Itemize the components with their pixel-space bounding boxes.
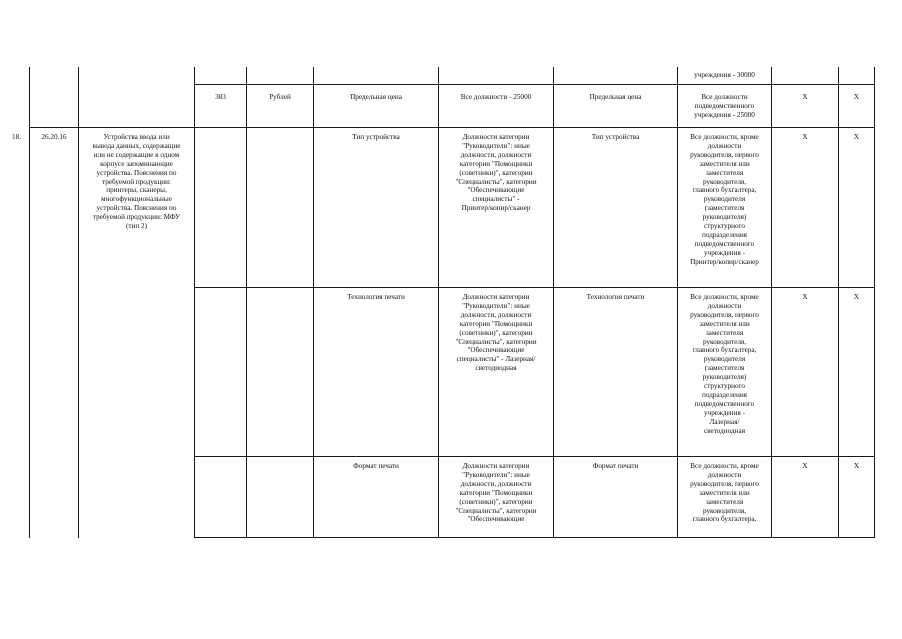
- table-cell-characteristic: Технология печати: [586, 293, 645, 301]
- table-rule: [194, 67, 195, 538]
- table-rule: [194, 287, 874, 288]
- table-cell-unit: Рублей: [269, 93, 291, 101]
- table-rule: [194, 537, 874, 538]
- table-rule: [29, 127, 874, 128]
- table-cell-mark: X: [853, 133, 860, 141]
- table-cell-okpd-code: 26.20.16: [41, 133, 67, 141]
- table-cell-characteristic: Предельная цена: [350, 93, 402, 101]
- table-rule: [246, 67, 247, 538]
- table-cell-mark: X: [802, 133, 808, 141]
- table-cell-value: Все должности, кроме должности руководителя, первого заместителя или заместителя руководителя, главного бухгалтера, руководителя (заместителя руководителя) структурного подразделения подведомственного учреждения - Принтер/копир/сканер: [690, 133, 759, 266]
- table-cell-value2: учреждения - 30000: [694, 71, 755, 79]
- table-cell-characteristic: Формат печати: [353, 462, 399, 470]
- table-cell-characteristic: Технология печати: [347, 293, 405, 301]
- table-cell-mark: X: [853, 93, 860, 101]
- table-cell-mark: X: [802, 293, 808, 301]
- table-rule: [194, 456, 874, 457]
- table-cell-value: Должности категории "Руководители": иные должности, должности категории "Помощники (советники)", категории "Специалисты", категории "Обеспечивающие специалисты" - Лазерная/ светодиодная: [455, 293, 537, 373]
- table-cell-value: Должности категории "Руководители": иные должности, должности категории "Помощники (советники)", категории "Специалисты", категории "Обеспечивающие специалисты" - Принтер/копир/сканер: [455, 133, 537, 213]
- table-cell-characteristic: Тип устройства: [591, 133, 640, 141]
- table-cell-product-name: Устройства ввода или вывода данных, содержащие или не содержащие в одном корпусе запоминающие устройства. Пояснения по требуемой продукции: принтеры, сканеры, многофункциональные устройства. Пояснения по требуемой продукции: МФУ (тип 2): [92, 133, 181, 231]
- table-cell-row-number: 18.: [12, 133, 21, 141]
- table-cell-mark: X: [853, 293, 860, 301]
- table-cell-mark: X: [802, 462, 808, 470]
- table-cell-okei-code: 383: [215, 93, 226, 101]
- table-rule: [874, 67, 875, 538]
- table-cell-mark: X: [853, 462, 860, 470]
- table-cell-value: Все должности, кроме должности руководителя, первого заместителя или заместителя руководителя, главного бухгалтера, руководителя (заместителя руководителя) структурного подразделения подведомственного учреждения - Лазерная/ светодиодная: [690, 293, 759, 435]
- table-cell-value: Все должности, кроме должности руководителя, первого заместителя или заместителя руководителя, главного бухгалтера,: [690, 462, 759, 524]
- table-cell-value: Все должности - 25000: [460, 93, 532, 101]
- table-cell-mark: X: [802, 93, 808, 101]
- table-cell-characteristic: Предельная цена: [589, 93, 642, 101]
- table-cell-characteristic: Тип устройства: [352, 133, 400, 141]
- table-cell-characteristic: Формат печати: [592, 462, 639, 470]
- table-rule: [194, 84, 874, 85]
- table-cell-value: Должности категории "Руководители": иные должности, должности категории "Помощники (советники)", категории "Специалисты", категории "Обеспечивающие: [455, 462, 537, 524]
- table-cell-value: Все должности подведомственного учреждения - 25000: [694, 93, 755, 119]
